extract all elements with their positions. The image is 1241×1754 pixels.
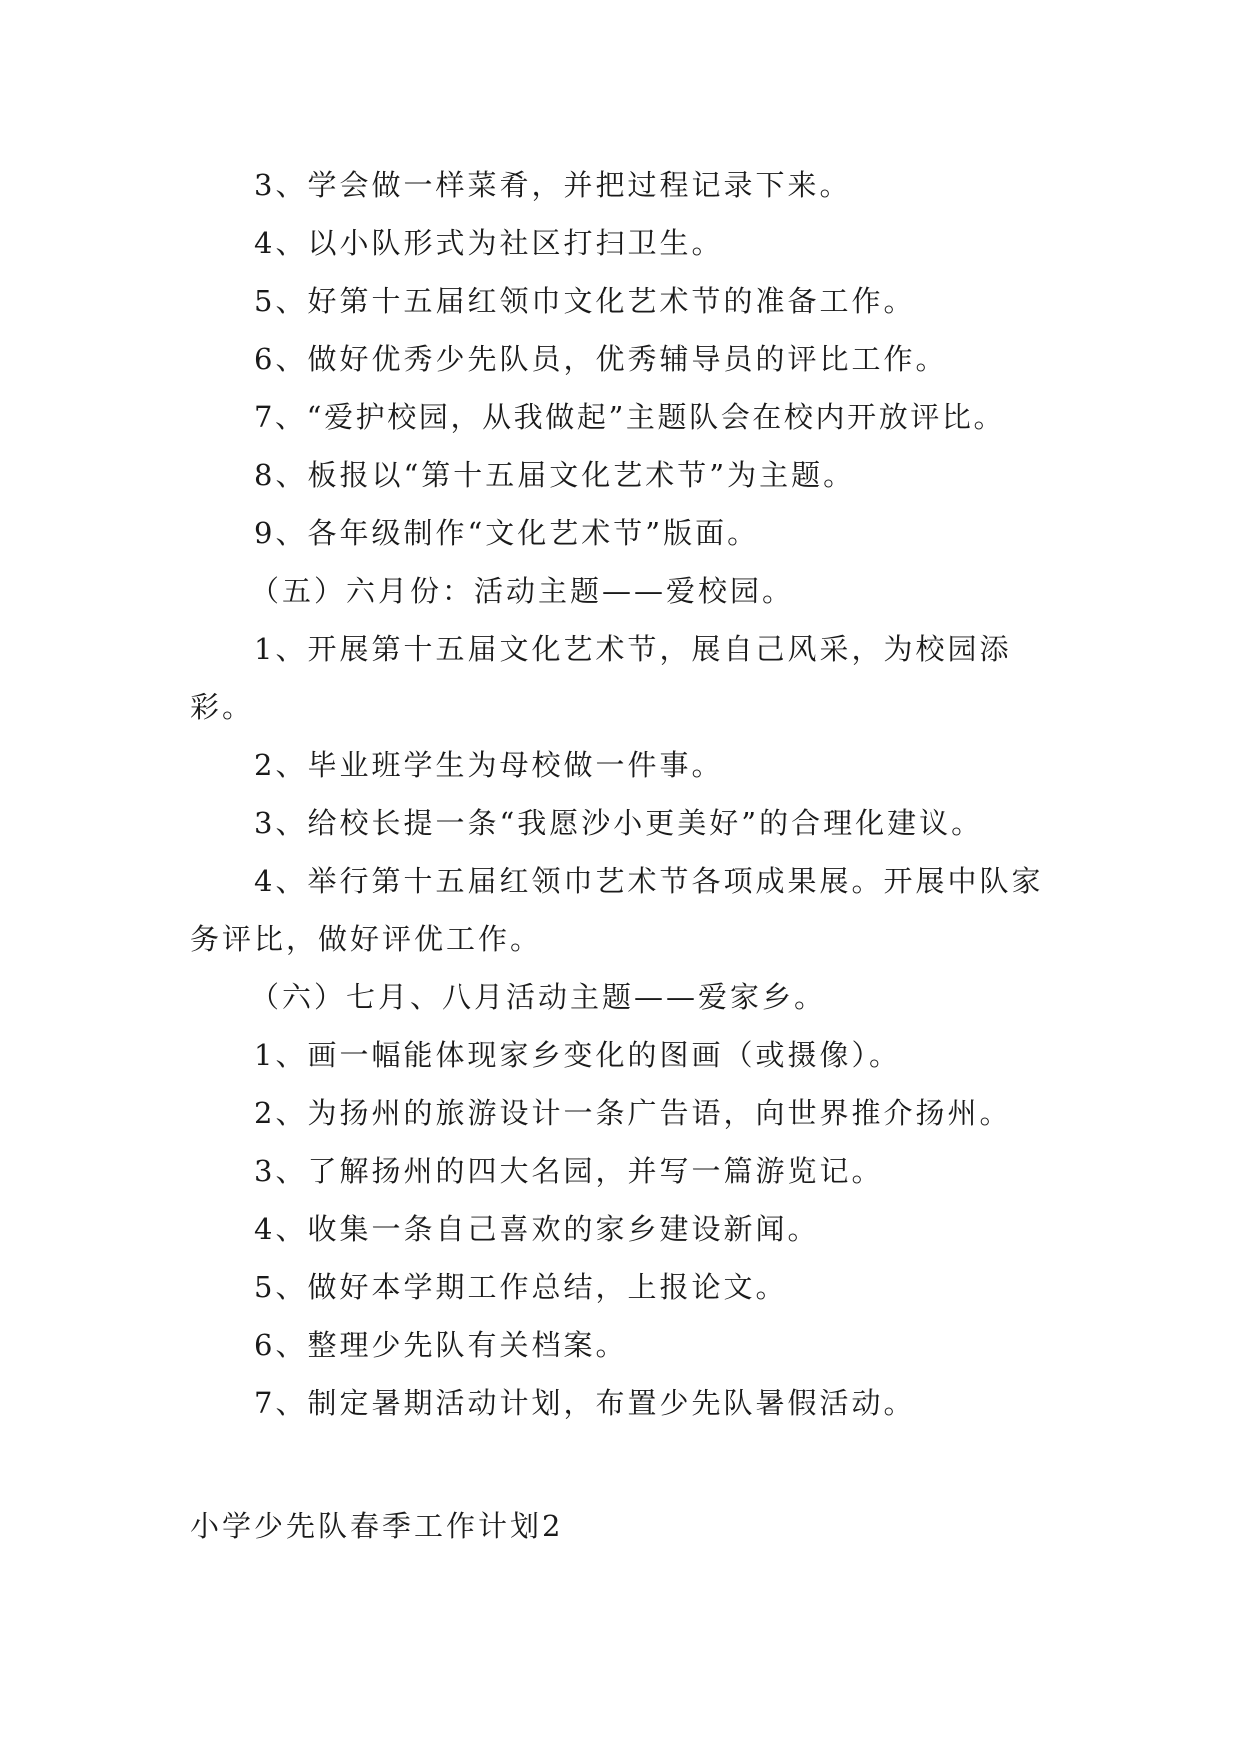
paragraph: 7、“爱护校园，从我做起”主题队会在校内开放评比。 [254, 400, 1006, 434]
section-title: 小学少先队春季工作计划2 [190, 1509, 564, 1543]
paragraph: 6、整理少先队有关档案。 [254, 1328, 628, 1362]
subsection-heading: （六）七月、八月活动主题——爱家乡。 [250, 980, 827, 1014]
paragraph: 5、好第十五届红领巾文化艺术节的准备工作。 [254, 284, 916, 318]
paragraph: 1、开展第十五届文化艺术节，展自己风采，为校园添彩。 [190, 632, 1012, 724]
paragraph: 4、收集一条自己喜欢的家乡建设新闻。 [254, 1212, 820, 1246]
paragraph: 4、举行第十五届红领巾艺术节各项成果展。开展中队家务评比，做好评优工作。 [190, 864, 1044, 956]
paragraph: 4、以小队形式为社区打扫卫生。 [254, 226, 724, 260]
paragraph: 3、学会做一样菜肴，并把过程记录下来。 [254, 168, 852, 202]
paragraph: 3、给校长提一条“我愿沙小更美好”的合理化建议。 [254, 806, 984, 840]
paragraph: 1、画一幅能体现家乡变化的图画（或摄像）。 [254, 1038, 901, 1072]
paragraph: 6、做好优秀少先队员，优秀辅导员的评比工作。 [254, 342, 948, 376]
subsection-heading: （五）六月份：活动主题——爱校园。 [250, 574, 795, 608]
paragraph: 2、毕业班学生为母校做一件事。 [254, 748, 724, 782]
paragraph: 2、为扬州的旅游设计一条广告语，向世界推介扬州。 [254, 1096, 1012, 1130]
paragraph: 3、了解扬州的四大名园，并写一篇游览记。 [254, 1154, 884, 1188]
document-body [190, 156, 1070, 1432]
paragraph: 8、板报以“第十五届文化艺术节”为主题。 [254, 458, 856, 492]
paragraph: 9、各年级制作“文化艺术节”版面。 [254, 516, 760, 550]
paragraph: 7、制定暑期活动计划，布置少先队暑假活动。 [254, 1386, 916, 1420]
paragraph: 5、做好本学期工作总结，上报论文。 [254, 1270, 788, 1304]
